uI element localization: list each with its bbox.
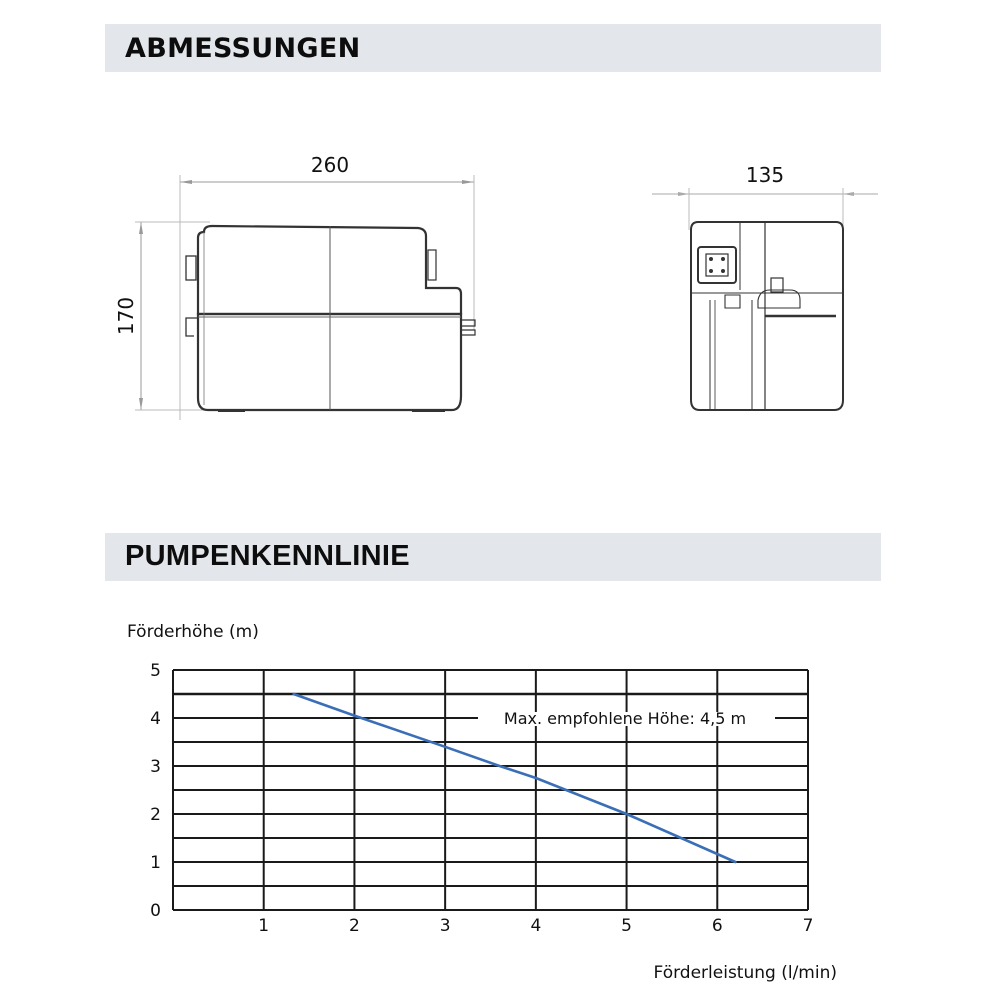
x-tick-label: 1 bbox=[258, 916, 270, 936]
front-width-label: 260 bbox=[310, 153, 350, 177]
side-depth-label: 135 bbox=[745, 163, 785, 187]
section-title-pump-curve: PUMPENKENNLINIE bbox=[125, 540, 410, 572]
section-header-pump-curve bbox=[105, 533, 881, 581]
x-axis-title: Förderleistung (l/min) bbox=[653, 963, 837, 983]
section-title-dimensions: ABMESSUNGEN bbox=[125, 33, 361, 64]
front-height-label: 170 bbox=[114, 296, 138, 336]
x-tick-label: 7 bbox=[802, 916, 814, 936]
x-tick-label: 2 bbox=[349, 916, 360, 936]
pump-curve-line bbox=[294, 694, 736, 862]
y-tick-label: 0 bbox=[150, 901, 161, 921]
y-tick-label: 1 bbox=[150, 853, 161, 873]
max-height-label: Max. empfohlene Höhe: 4,5 m bbox=[503, 709, 747, 728]
side-view-drawing bbox=[652, 188, 878, 410]
front-view-drawing bbox=[135, 175, 475, 420]
y-tick-label: 4 bbox=[150, 709, 161, 729]
x-tick-label: 6 bbox=[711, 916, 723, 936]
x-tick-label: 5 bbox=[621, 916, 632, 936]
y-axis-ticks bbox=[150, 661, 161, 921]
y-tick-label: 3 bbox=[150, 757, 161, 777]
x-tick-label: 3 bbox=[439, 916, 451, 936]
x-axis-ticks bbox=[258, 916, 813, 936]
max-height-annotation bbox=[504, 709, 746, 728]
y-tick-label: 5 bbox=[150, 661, 161, 681]
chart-grid bbox=[173, 670, 808, 910]
x-tick-label: 4 bbox=[530, 916, 542, 936]
y-tick-label: 2 bbox=[150, 805, 161, 825]
y-axis-title: Förderhöhe (m) bbox=[127, 622, 259, 642]
